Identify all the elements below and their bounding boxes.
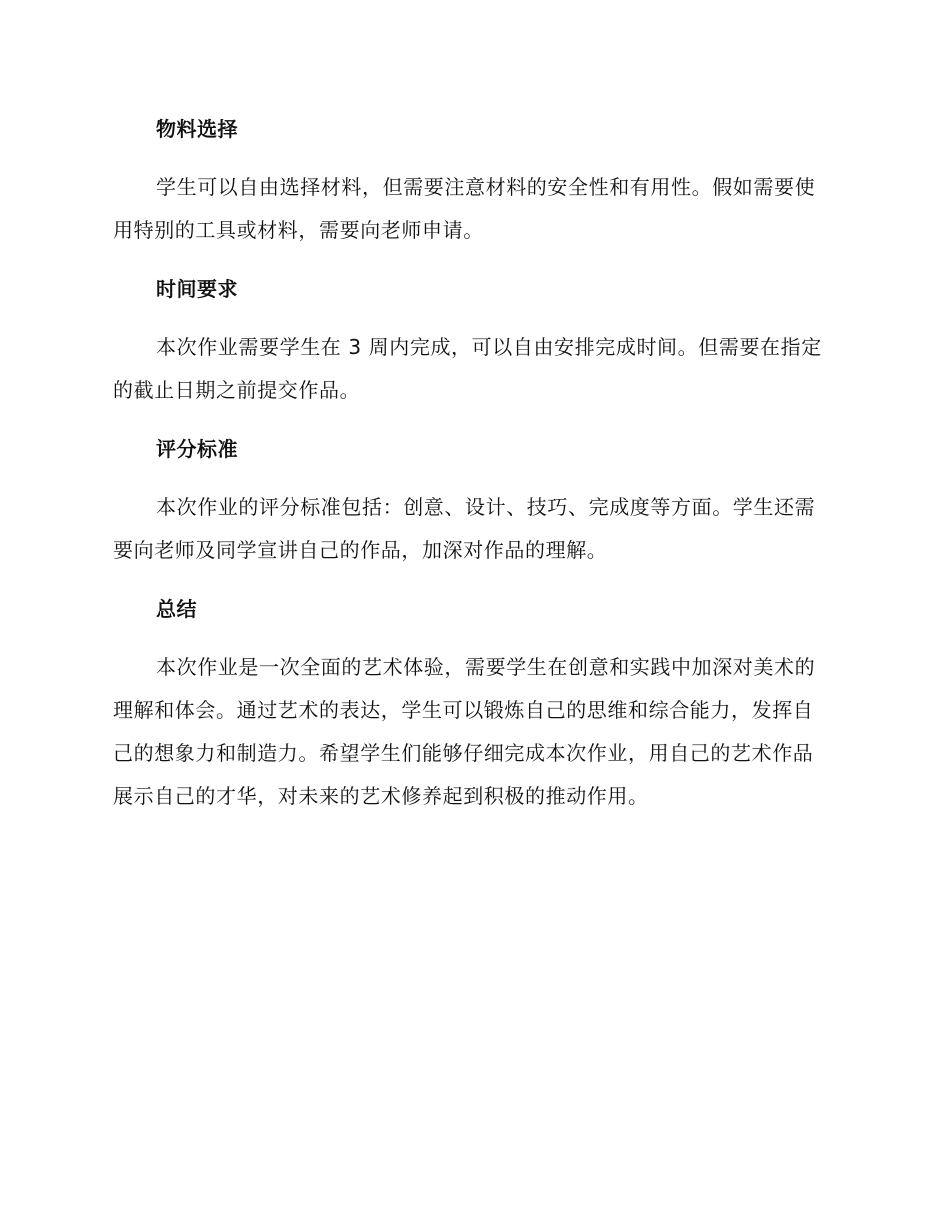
section-materials: [113, 108, 833, 252]
section-heading: 物料选择: [156, 117, 238, 141]
section-grading: [113, 428, 833, 572]
section-summary: [113, 588, 833, 818]
section-heading: 评分标准: [156, 437, 238, 461]
section-time: [113, 268, 833, 412]
section-paragraph: 本次作业是一次全面的艺术体验，需要学生在创意和实践中加深对美术的理解和体会。通过艺术的表达，学生可以锻炼自己的思维和综合能力，发挥自己的想象力和制造力。希望学生们能够仔细完成本次作业，用自己的艺术作品展示自己的才华，对未来的艺术修养起到积极的推动作用。: [113, 655, 816, 808]
section-paragraph: 学生可以自由选择材料，但需要注意材料的安全性和有用性。假如需要使用特别的工具或材料，需要向老师申请。: [113, 175, 816, 242]
section-heading: 时间要求: [156, 277, 238, 301]
section-heading: 总结: [156, 597, 197, 621]
document-body: [113, 108, 833, 834]
section-paragraph: 本次作业的评分标准包括：创意、设计、技巧、完成度等方面。学生还需要向老师及同学宣讲自己的作品，加深对作品的理解。: [113, 495, 816, 562]
section-paragraph: 本次作业需要学生在 3 周内完成，可以自由安排完成时间。但需要在指定的截止日期之前提交作品。: [113, 335, 822, 402]
